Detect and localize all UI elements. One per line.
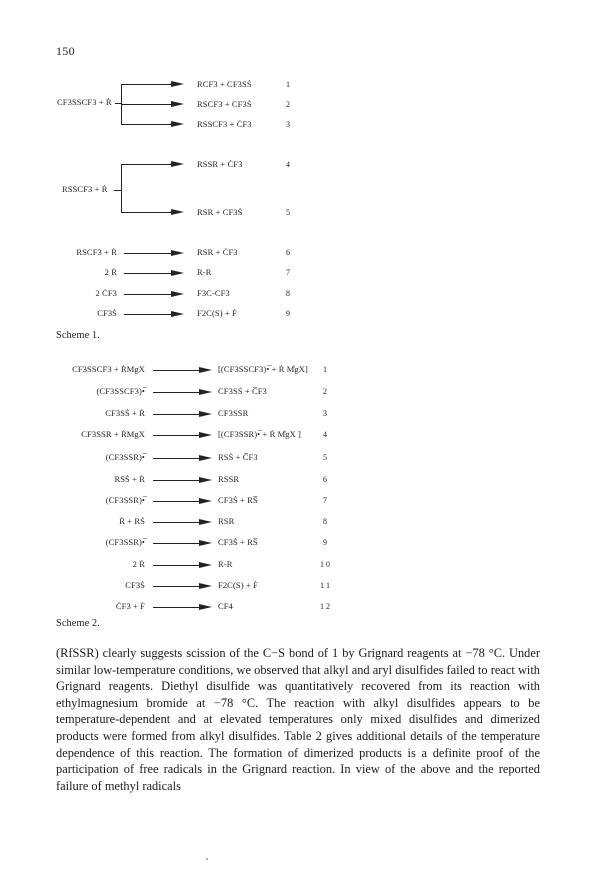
s1-b5-product: RSR + CF3Ṡ xyxy=(197,207,243,217)
scheme1-group-b-reactant: RSSCF3 + Ṙ xyxy=(62,184,108,194)
s1-a3-arrowhead xyxy=(171,121,184,127)
s2-r5-arrowhead xyxy=(199,455,212,461)
s2-r4-arrowhead xyxy=(199,432,212,438)
s1-a2-arrow-line xyxy=(121,104,176,105)
s1-r6-arrow-line xyxy=(124,253,176,254)
s1-r9-arrow-line xyxy=(124,314,176,315)
s2-r10-arrowhead xyxy=(199,562,212,568)
s2-r6-right: RSSR xyxy=(218,474,240,484)
s2-r3-arrowhead xyxy=(199,411,212,417)
scheme1-group-a-reactant: CF3SSCF3 + Ṙ xyxy=(57,97,112,107)
s2-r2-arrow-line xyxy=(153,392,204,393)
s1-r9-right: F2C(S) + Ḟ xyxy=(197,308,237,318)
s2-r7-arrowhead xyxy=(199,498,212,504)
s1-r6-left: RSCF3 + Ṙ xyxy=(76,247,117,257)
s2-r6-left: RSṠ + Ṙ xyxy=(114,474,145,484)
s2-r10-left: 2 Ṙ xyxy=(132,559,145,569)
s1-r7-right: R-R xyxy=(197,267,212,277)
s1-b4-arrow-line xyxy=(121,164,176,165)
s1-a3-number: 3 xyxy=(286,120,290,129)
s1-r7-arrow-line xyxy=(124,273,176,274)
s2-r2-number: 2 xyxy=(323,387,327,396)
scheme2-caption: Scheme 2. xyxy=(56,618,100,629)
body-text: (RfSSR) clearly suggests scission of the C−S bond of 1 by Grignard reagents at −78 °C. Under similar low-temperature conditions, we observed that alkyl and aryl disulfides failed to react with Grignard reagents. Diethyl disulfide was quantitatively recovered from its reaction with ethylmagnesium bromide at −78 °C. The reaction with alkyl disulfides appears to be temperature-dependent and at elevated temperatures only mixed disulfides and dimerized products were formed from alkyl disulfides. Table 2 gives additional details of the temperature dependence of this reaction. The formation of dimerized products is a definite proof of the participation of free radicals in the Grignard reaction. In view of the above and the reported failure of methyl radicals xyxy=(56,646,540,793)
s2-r8-arrow-line xyxy=(153,522,204,523)
s1-a3-arrow-line xyxy=(121,124,176,125)
s2-r11-arrow-line xyxy=(153,586,204,587)
s1-a1-arrowhead xyxy=(171,81,184,87)
s2-r10-right: R-R xyxy=(218,559,233,569)
s1-r8-right: F3C-CF3 xyxy=(197,288,230,298)
s2-r12-arrow-line xyxy=(153,607,204,608)
s2-r11-right: F2C(S) + Ḟ xyxy=(218,580,258,590)
s1-b5-arrow-line xyxy=(121,212,176,213)
s2-r5-left: (CF3SSR)•̅ xyxy=(105,452,145,462)
s1-b4-number: 4 xyxy=(286,160,290,169)
s2-r6-number: 6 xyxy=(323,475,327,484)
s2-r8-number: 8 xyxy=(323,517,327,526)
s1-b5-arrowhead xyxy=(171,209,184,215)
s2-r1-arrowhead xyxy=(199,367,212,373)
s2-r11-left: CF3Ṡ xyxy=(125,580,145,590)
s2-r5-right: RSṠ + C̅F3 xyxy=(218,452,258,462)
s2-r3-right: CF3SSR xyxy=(218,408,249,418)
s1-r8-arrowhead xyxy=(171,291,184,297)
s2-r2-arrowhead xyxy=(199,389,212,395)
s2-r7-arrow-line xyxy=(153,501,204,502)
s2-r6-arrowhead xyxy=(199,477,212,483)
s2-r7-left: (CF3SSR)•̅ xyxy=(105,495,145,505)
s1-r6-arrowhead xyxy=(171,250,184,256)
s2-r9-arrowhead xyxy=(199,540,212,546)
s2-r7-right: CF3Ṡ + RS̅ xyxy=(218,495,258,505)
s2-r2-left: (CF3SSCF3)•̅ xyxy=(96,386,145,396)
s1-b4-product: RSSR + ĊF3 xyxy=(197,159,243,169)
s2-r8-right: RSR xyxy=(218,516,235,526)
s2-r9-arrow-line xyxy=(153,543,204,544)
s1-r9-arrowhead xyxy=(171,311,184,317)
s1-r7-left: 2 Ṙ xyxy=(104,267,117,277)
s1-r6-number: 6 xyxy=(286,248,290,257)
page-number: 150 xyxy=(56,44,75,58)
s1-a2-product: RSCF3 + CF3Ṡ xyxy=(197,99,252,109)
s1-a3-product: RSSCF3 + ĊF3 xyxy=(197,119,252,129)
body-paragraph xyxy=(56,645,540,794)
s2-r1-arrow-line xyxy=(153,370,204,371)
s2-r5-number: 5 xyxy=(323,453,327,462)
s2-r12-arrowhead xyxy=(199,604,212,610)
s2-r1-right: [(CF3SSCF3)•̅ + Ṙ M̊gX] xyxy=(218,364,308,374)
s1-a2-number: 2 xyxy=(286,100,290,109)
s1-r8-number: 8 xyxy=(286,289,290,298)
s2-r8-arrowhead xyxy=(199,519,212,525)
s2-r10-number: 1 0 xyxy=(320,560,330,569)
s2-r6-arrow-line xyxy=(153,480,204,481)
s1-r6-right: RSR + ĊF3 xyxy=(197,247,238,257)
s2-r4-number: 4 xyxy=(323,430,327,439)
scheme1-group-b-bracket xyxy=(121,164,122,213)
s2-r12-left: ĊF3 + Ḟ xyxy=(115,601,145,611)
s2-r4-right: [(CF3SSR)•̅ + Ṙ M̊gX ] xyxy=(218,429,301,439)
s2-r5-arrow-line xyxy=(153,458,204,459)
s2-r12-right: CF4 xyxy=(218,601,233,611)
s1-r7-number: 7 xyxy=(286,268,290,277)
s1-b4-arrowhead xyxy=(171,161,184,167)
s2-r11-arrowhead xyxy=(199,583,212,589)
s1-a1-number: 1 xyxy=(286,80,290,89)
s2-r2-right: CF3SṠ + C̅F3 xyxy=(218,386,267,396)
s2-r4-arrow-line xyxy=(153,435,204,436)
s2-r11-number: 1 1 xyxy=(320,581,330,590)
s2-r8-left: Ṙ + RṠ xyxy=(119,516,145,526)
s1-a1-product: RCF3 + CF3SṠ xyxy=(197,79,252,89)
s1-r7-arrowhead xyxy=(171,270,184,276)
s2-r3-left: CF3SṠ + Ṙ xyxy=(105,408,145,418)
s1-a2-arrowhead xyxy=(171,101,184,107)
s2-r3-number: 3 xyxy=(323,409,327,418)
s2-r1-left: CF3SSCF3 + ṘMgX xyxy=(72,364,145,374)
s2-r9-number: 9 xyxy=(323,538,327,547)
s2-r7-number: 7 xyxy=(323,496,327,505)
s1-a1-arrow-line xyxy=(121,84,176,85)
s2-r1-number: 1 xyxy=(323,365,327,374)
s2-r12-number: 1 2 xyxy=(320,602,330,611)
s1-b5-number: 5 xyxy=(286,208,290,217)
s1-r8-left: 2 ĊF3 xyxy=(95,288,117,298)
scheme1-caption: Scheme 1. xyxy=(56,330,100,341)
s2-r9-right: CF3Ṡ + RS̅ xyxy=(218,537,258,547)
s2-r4-left: CF3SSR + ṘMgX xyxy=(81,429,145,439)
s2-r3-arrow-line xyxy=(153,414,204,415)
s1-r8-arrow-line xyxy=(124,294,176,295)
s1-r9-number: 9 xyxy=(286,309,290,318)
s2-r10-arrow-line xyxy=(153,565,204,566)
footer-mark xyxy=(206,858,208,860)
s1-r9-left: CF3Ṡ xyxy=(97,308,117,318)
s2-r9-left: (CF3SSR)•̅ xyxy=(105,537,145,547)
